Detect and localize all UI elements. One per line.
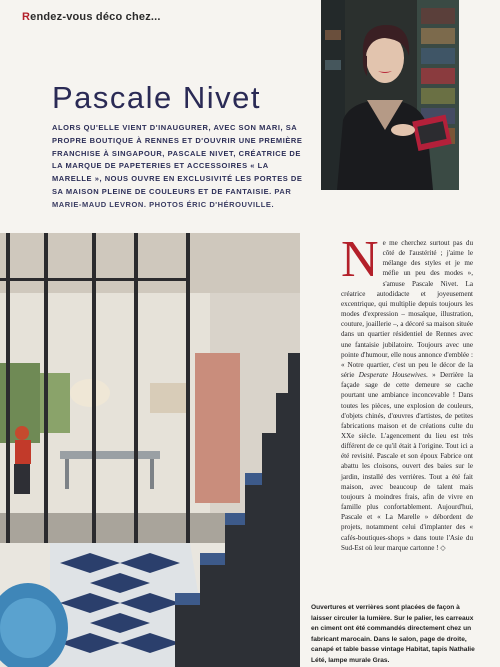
portrait-illustration [321,0,459,190]
intro-paragraph [52,122,310,212]
page-title: Pascale Nivet [52,80,262,115]
body-text-part-2: . » Derrière la façade sage de cette demeure se cache pourtant une ambiance inconcevable ! Dans toutes les pièces, une explosion de couleurs, d'objets chinés, d'œuvres d'artistes, de petites fabrications maison et de créations culte du XXe siècle. L'agencement du lieu est très différent de ce qu'il était à l'origine. Tout ici a été revisité. Pascale et son époux Fabrice ont abattu les cloisons, ouvert des baies sur le jardin, installé des verrières. Tout a été fait maison, avec beaucoup de talent mais toujours à moindres frais, afin de vivre en famille plus confortablement. Aujourd'hui, Pascale et « La Marelle » débordent de projets, notamment celui d'implanter des « cafés-boutiques-shops » dans toute l'Asie du Sud-Est où leur marque cartonne ! ◇ [341,371,473,552]
interior-illustration [0,233,300,667]
section-rubric [22,11,161,23]
article-body [341,231,473,553]
drop-cap: N [341,231,379,288]
body-paragraph [341,231,473,553]
rubric-text: endez-vous déco chez... [30,11,161,23]
intro-text: ALORS QU'ELLE VIENT D'INAUGURER, AVEC SON MARI, SA PROPRE BOUTIQUE À RENNES ET D'OUVRIR UNE PREMIÈRE FRANCHISE À SINGAPOUR, PASCALE NIVET, CRÉATRICE DE LA MARQUE DE PAPETERIES ET ACCESSOIRES « LA MARELLE », NOUS OUVRE EN EXCLUSIVITÉ LES PORTES DE SA MAISON PLEINE DE COULEURS ET DE FANTAISIE. [52,123,303,196]
series-title: Desperate Housewives [358,371,427,380]
intro-credits: PAR MARIE-MAUD LEVRON. PHOTOS ÉRIC D'HÉROUVILLE. [52,186,292,209]
rubric-initial: R [22,11,31,23]
photo-caption: Ouvertures et verrières sont placées de façon à laisser circuler la lumière. Sur le palier, les carreaux en ciment ont été commandés directement chez un fabricant marocain. Dans le salon, page de droite, canapé et table basse vintage Habitat, tapis Nathalie Lété, lampe murale Gras. [311,604,475,664]
interior-photo [0,233,300,667]
body-text-part-1: e me cherchez surtout pas du côté de l'austérité ; j'aime le mélange des styles et je me méfie un peu des modes », s'amuse Pascale Nivet. La créatrice autodidacte et joyeusement excentrique, qui multiplie depuis toujours les modes d'expression – mosaïque, illustration, couture, joaillerie –, a décoré sa maison située dans un quartier résidentiel de Rennes avec une fantaisie jubilatoire. Toujours avec une pointe d'humour, elle nous annonce d'emblée : « Notre quartier, c'est un peu le décor de la série [341,239,473,380]
portrait-photo [321,0,459,190]
